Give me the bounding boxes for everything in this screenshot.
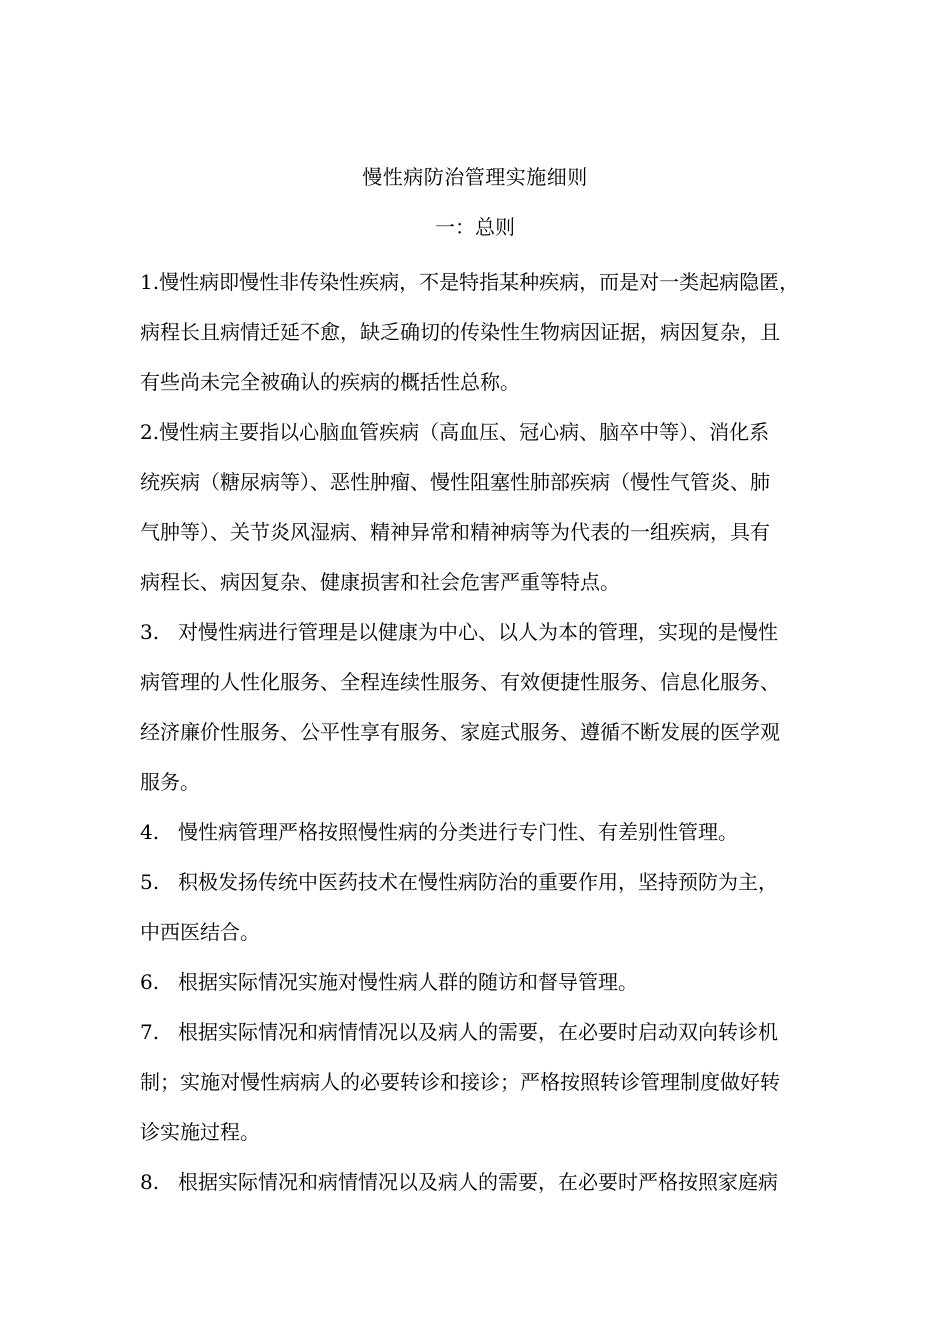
paragraph-number: 7. <box>140 1020 160 1044</box>
paragraph-4 <box>140 812 840 862</box>
paragraph-line: 病程长且病情迁延不愈，缺乏确切的传染性生物病因证据，病因复杂，且 <box>140 320 780 344</box>
paragraph-line <box>140 1162 840 1212</box>
paragraph-1 <box>140 262 840 412</box>
paragraph-line <box>140 862 840 912</box>
paragraph-6 <box>140 962 840 1012</box>
paragraph-line <box>140 262 840 312</box>
paragraph-line: 病管理的人性化服务、全程连续性服务、有效便捷性服务、信息化服务、 <box>140 670 780 694</box>
paragraph-line: 有些尚未完全被确认的疾病的概括性总称。 <box>140 370 520 394</box>
paragraph-text: 对慢性病进行管理是以健康为中心、以人为本的管理，实现的是慢性 <box>178 620 778 644</box>
paragraph-line: 统疾病（糖尿病等）、恶性肿瘤、慢性阻塞性肺部疾病（慢性气管炎、肺 <box>140 470 770 494</box>
paragraph-text: 根据实际情况实施对慢性病人群的随访和督导管理。 <box>178 970 638 994</box>
paragraph-line <box>140 1012 840 1062</box>
paragraph-number: 8. <box>140 1170 160 1194</box>
paragraph-5 <box>140 862 840 962</box>
paragraph-line: 经济廉价性服务、公平性享有服务、家庭式服务、遵循不断发展的医学观 <box>140 720 780 744</box>
paragraph-2 <box>140 412 840 612</box>
paragraph-number: 2. <box>140 420 160 444</box>
paragraph-line <box>140 962 840 1012</box>
paragraph-line: 服务。 <box>140 770 200 794</box>
paragraph-text: 根据实际情况和病情情况以及病人的需要，在必要时启动双向转诊机 <box>178 1020 778 1044</box>
paragraph-number: 1. <box>140 270 160 294</box>
paragraph-3 <box>140 612 840 812</box>
document-body <box>140 262 840 1212</box>
paragraph-text: 慢性病即慢性非传染性疾病，不是特指某种疾病，而是对一类起病隐匿， <box>159 270 800 294</box>
paragraph-line: 中西医结合。 <box>140 920 260 944</box>
paragraph-text: 慢性病管理严格按照慢性病的分类进行专门性、有差别性管理。 <box>178 820 738 844</box>
paragraph-line: 诊实施过程。 <box>140 1120 260 1144</box>
paragraph-number: 6. <box>140 970 160 994</box>
paragraph-text: 根据实际情况和病情情况以及病人的需要，在必要时严格按照家庭病 <box>178 1170 778 1194</box>
paragraph-8 <box>140 1162 840 1212</box>
document-title: 慢性病防治管理实施细则 <box>362 165 588 189</box>
paragraph-number: 4. <box>140 820 160 844</box>
paragraph-number: 3. <box>140 620 160 644</box>
paragraph-line <box>140 812 840 862</box>
paragraph-7 <box>140 1012 840 1162</box>
paragraph-line: 制；实施对慢性病病人的必要转诊和接诊；严格按照转诊管理制度做好转 <box>140 1070 780 1094</box>
paragraph-line: 病程长、病因复杂、健康损害和社会危害严重等特点。 <box>140 570 620 594</box>
section-heading: 一：总则 <box>435 215 515 239</box>
paragraph-line: 气肿等）、关节炎风湿病、精神异常和精神病等为代表的一组疾病，具有 <box>140 520 770 544</box>
paragraph-text: 慢性病主要指以心脑血管疾病（高血压、冠心病、脑卒中等）、消化系 <box>159 420 770 444</box>
paragraph-line <box>140 412 840 462</box>
paragraph-text: 积极发扬传统中医药技术在慢性病防治的重要作用，坚持预防为主， <box>178 870 778 894</box>
paragraph-number: 5. <box>140 870 160 894</box>
paragraph-line <box>140 612 840 662</box>
